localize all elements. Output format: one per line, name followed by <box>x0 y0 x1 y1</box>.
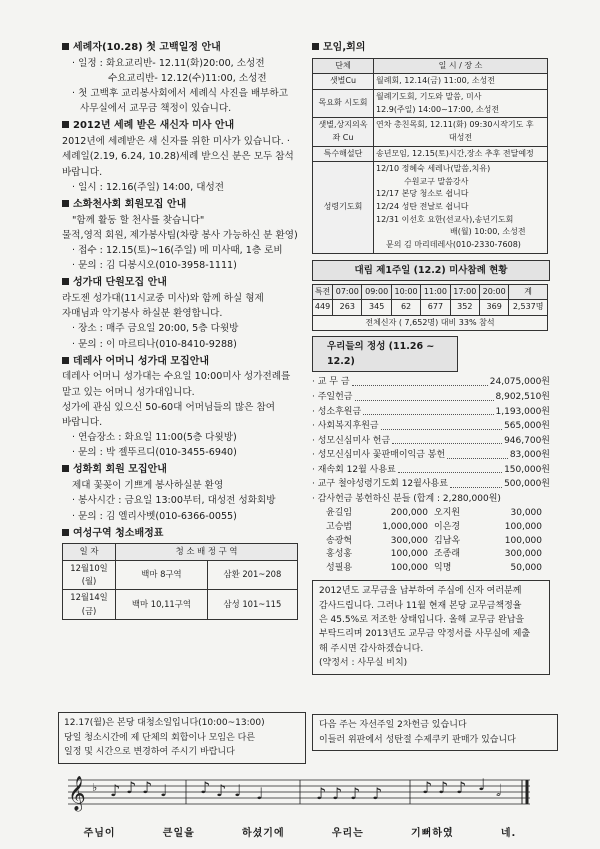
choir-children-title-text: 성가대 단원모집 안내 <box>73 277 167 289</box>
svg-text:♪: ♪ <box>422 778 433 797</box>
meeting-detail-line: 12.9(주일) 14:00~17:00, 소성전 <box>376 104 500 114</box>
meetings-title-text: 모임,회의 <box>323 42 366 53</box>
donor-name: 익명 <box>434 563 452 574</box>
meeting-detail <box>374 146 548 162</box>
cleaning-cell: 12월14일(금) <box>63 590 116 620</box>
lyric-word: 우리는 <box>331 828 364 839</box>
donor-name: 송광혁 <box>326 535 353 546</box>
baptism-title-text: 세례자(10.28) 첫 고백일정 안내 <box>73 42 221 53</box>
cleaning-notice-line-2: 당일 청소시간에 제 단체의 회합이나 모임은 다른 <box>64 732 256 743</box>
meetings-header-when: 일 시 / 장 소 <box>374 58 548 74</box>
cleaning-cell: 12월10일(월) <box>63 560 116 590</box>
cleaning-notice-line-1: 12.17(월)은 본당 대청소일입니다(10:00~13:00) <box>64 718 265 728</box>
dot-leader <box>447 448 508 459</box>
donor-amount: 1,000,000 <box>382 521 428 532</box>
meeting-detail-line: 문의 김 마리데레사(010-2330-7608) <box>386 239 521 249</box>
donor-name: 홍성홍 <box>326 549 353 560</box>
offering-label: · 재속회 12월 사용료 <box>312 464 396 475</box>
donor-amount: 100,000 <box>390 563 428 574</box>
meetings-table <box>312 58 548 254</box>
lyric-word: 네. <box>500 828 517 839</box>
choir-mothers-practice: · 연습장소 : 화요일 11:00(5층 다윗방) <box>72 432 237 444</box>
offering-label: · 교 무 금 <box>312 377 350 388</box>
treble-clef-icon: 𝄞 <box>68 776 86 811</box>
attendance-value: 345 <box>362 300 391 316</box>
svg-text:♪: ♪ <box>126 778 137 797</box>
table-row <box>63 560 298 590</box>
new-mass-line-3: 바랍니다. <box>62 166 103 178</box>
choir-mothers-line-3: 성가에 관심 있으신 50-60대 어머님들의 많은 참여 <box>62 401 275 413</box>
lyric-word: 큰일을 <box>162 828 195 839</box>
svg-text:♩: ♩ <box>234 781 242 800</box>
donor-name: 김남옥 <box>434 535 461 546</box>
meetings-title <box>312 40 550 56</box>
offering-label: · 성모신심미사 꽃판매이익금 봉헌 <box>312 450 446 461</box>
attendance-value: 449 <box>313 300 333 316</box>
dues-notice-line: 감사드립니다. 그러나 11월 현재 본당 교무금책정율 <box>319 600 522 611</box>
table-row <box>313 74 548 90</box>
cleaning-header-date: 일 자 <box>63 544 116 560</box>
bullet-square-icon <box>62 278 69 285</box>
notes <box>110 775 501 803</box>
meeting-detail-line: 연차 총친목회, 12.11(화) 09:30시작기도 후 <box>376 120 534 130</box>
meeting-group: 목요화 시도회 <box>313 90 374 118</box>
meeting-detail <box>374 162 548 253</box>
meeting-detail-line: 송년모임, 12.15(토)시간,장소 추후 전달예정 <box>376 148 534 158</box>
flat-icon: ♭ <box>92 781 98 794</box>
flower-title-text: 성화회 회원 모집안내 <box>73 464 167 476</box>
donor-amount: 100,000 <box>390 549 428 560</box>
offering-list <box>312 375 550 506</box>
attendance-title: 대림 제1주일 (12.2) 미사참례 현황 <box>312 260 550 281</box>
dues-notice-line: (약정서 : 사무실 비치) <box>319 658 408 669</box>
flower-contact: · 문의 : 김 엘리사벳(010-6366-0055) <box>72 510 237 522</box>
svg-text:♪: ♪ <box>372 784 383 803</box>
attendance-header: 특전 <box>313 284 333 300</box>
dot-leader <box>363 405 493 416</box>
offering-label: · 성모신심미사 헌금 <box>312 435 391 446</box>
attendance-header: 계 <box>509 284 548 300</box>
attendance-header: 11:00 <box>421 284 450 300</box>
dues-notice-line: 2012년도 교무금을 납부하여 주심에 신자 여러분께 <box>319 586 522 597</box>
vincent-line-1: "함께 활동 할 천사를 찾습니다" <box>72 214 205 226</box>
table-row <box>313 315 548 331</box>
offering-amount: 83,000원 <box>509 450 550 461</box>
flower-line-1: 제대 꽃꽂이 기쁘게 봉사하실분 환영 <box>72 480 224 492</box>
table-row <box>313 118 548 146</box>
new-mass-line-2: 세례일(2.19, 6.24, 10.28)세례 받으신 분은 모두 참석 <box>62 151 294 163</box>
meeting-detail-line: 배(월) 10:00, 소성전 <box>450 227 526 237</box>
vincent-reception: · 접수 : 12.15(토)~16(주일) 메 미사때, 1층 로비 <box>72 244 283 256</box>
vincent-title <box>62 197 302 213</box>
attendance-value: 352 <box>450 300 479 316</box>
donor-name: 윤길임 <box>326 507 353 518</box>
offering-label: · 사회복지후원금 <box>312 421 379 432</box>
cleaning-title <box>62 526 302 542</box>
dot-leader <box>355 390 494 401</box>
vincent-line-2: 물적,영적 회원, 제가봉사팀(차량 봉사 가능하신 분 환영) <box>62 229 298 241</box>
table-row <box>313 146 548 162</box>
baptism-note-2: 사무실에서 교무금 책정이 있습니다. <box>80 103 232 115</box>
flower-title <box>62 462 302 478</box>
offering-title: 우리들의 정성 (11.26 ~ 12.2) <box>312 336 458 372</box>
cleaning-cell: 백마 10,11구역 <box>116 590 208 620</box>
attendance-header: 20:00 <box>479 284 508 300</box>
vincent-contact: · 문의 : 김 디봉시오(010-3958-1111) <box>72 260 237 272</box>
lyric-word: 하셨기에 <box>241 828 285 839</box>
cleaning-title-text: 여성구역 청소배정표 <box>73 527 164 539</box>
attendance-header: 09:00 <box>362 284 391 300</box>
charity-notice-line: 이들러 위판에서 성탄절 수제쿠키 판매가 있습니다 <box>319 734 516 745</box>
cleaning-cell: 삼환 201~208 <box>207 560 297 590</box>
offering-label: · 주일헌금 <box>312 392 353 402</box>
baptism-schedule-2: 수요교리반- 12.12(수)11:00, 소성전 <box>108 72 267 84</box>
donor-amount: 300,000 <box>390 535 428 546</box>
svg-text:♪: ♪ <box>350 784 361 803</box>
meeting-detail <box>374 74 548 90</box>
meeting-detail <box>374 118 548 146</box>
offering-amount: 24,075,000원 <box>489 377 550 388</box>
donor-name: 조종래 <box>434 549 461 560</box>
choir-children-contact: · 문의 : 이 마르티나(010-8410-9288) <box>72 338 237 350</box>
donor-amount: 100,000 <box>504 535 542 546</box>
attendance-note: 전체신자 ( 7,652명) 대비 33% 참석 <box>313 315 548 331</box>
offering-amount: 500,000원 <box>504 479 550 490</box>
bullet-square-icon <box>62 529 69 536</box>
list-item <box>312 419 550 434</box>
offering-label: · 성소후원금 <box>312 406 362 417</box>
dot-leader <box>398 463 502 474</box>
attendance-header: 07:00 <box>333 284 362 300</box>
bullet-square-icon <box>62 465 69 472</box>
bullet-square-icon <box>312 43 319 50</box>
new-mass-title <box>62 118 302 134</box>
choir-mothers-line-2: 맡고 있는 어머니 성가대입니다. <box>62 386 195 398</box>
list-item <box>312 390 550 405</box>
new-mass-date: · 일시 : 12.16(주일) 14:00, 대성전 <box>72 181 225 193</box>
dues-notice <box>312 580 550 674</box>
choir-children-line-1: 라도젠 성가대(11시교중 미사)와 함께 하실 형제 <box>62 293 264 305</box>
dot-leader <box>450 477 502 488</box>
flower-time: · 봉사시간 : 금요일 13:00부터, 대성전 성화회방 <box>72 495 276 507</box>
svg-text:♪: ♪ <box>456 778 467 797</box>
donor-name: 고승범 <box>326 521 353 532</box>
meetings-header-group: 단체 <box>313 58 374 74</box>
cleaning-notice-line-3: 일정 및 시간으로 변경하여 주시기 바랍니다 <box>64 747 235 758</box>
meeting-detail-line: 12/17 본당 청소로 쉽니다 <box>376 189 469 199</box>
cleaning-day-notice <box>58 712 306 764</box>
attendance-header-row <box>313 284 548 300</box>
offering-amount: 1,193,000원 <box>495 406 550 417</box>
list-item <box>312 434 550 449</box>
meeting-detail-line: 월례기도회, 기도와 말씀, 미사 <box>376 92 482 102</box>
cleaning-table <box>62 543 298 619</box>
donor-name: 오지원 <box>434 507 461 518</box>
donor-amount: 100,000 <box>504 521 542 532</box>
meeting-detail <box>374 90 548 118</box>
offering-amount: 150,000원 <box>504 464 550 475</box>
meeting-detail-line: 월례회, 12.14(금) 11:00, 소성전 <box>376 76 496 86</box>
donor-amount: 300,000 <box>504 549 542 560</box>
table-row <box>63 590 298 620</box>
donor-amount: 50,000 <box>510 563 542 574</box>
new-mass-title-text: 2012년 세례 받은 새신자 미사 안내 <box>73 120 235 132</box>
baptism-note-1: · 첫 고백후 교리봉사회에서 세례식 사진을 배부하고 <box>72 88 288 100</box>
attendance-header: 10:00 <box>391 284 420 300</box>
bullet-square-icon <box>62 121 69 128</box>
offering-label: · 교구 철야성령기도회 12월사용료 <box>312 479 448 490</box>
list-item <box>312 463 550 478</box>
svg-text:♪: ♪ <box>110 781 121 800</box>
baptism-schedule-1: · 일정 : 화요교리반- 12.11(화)20:00, 소성전 <box>72 57 265 69</box>
attendance-header: 17:00 <box>450 284 479 300</box>
dot-leader <box>352 375 488 386</box>
dot-leader <box>392 434 502 445</box>
dues-notice-line: 해 주시면 감사하겠습니다. <box>319 643 424 654</box>
choir-mothers-contact: · 문의 : 박 젤뚜르디(010-3455-6940) <box>72 447 237 459</box>
svg-text:♪: ♪ <box>316 784 327 803</box>
bullet-square-icon <box>62 43 69 50</box>
attendance-value: 263 <box>333 300 362 316</box>
left-column <box>62 38 302 620</box>
meetings-header-row <box>313 58 548 74</box>
thanks-title <box>312 492 550 507</box>
charity-notice <box>312 714 558 751</box>
list-item <box>312 477 550 492</box>
svg-text:♪: ♪ <box>200 778 211 797</box>
choir-mothers-line-4: 바랍니다. <box>62 416 103 428</box>
attendance-value: 369 <box>479 300 508 316</box>
attendance-value: 677 <box>421 300 450 316</box>
donor-name: 이은경 <box>434 521 461 532</box>
offering-amount: 946,700원 <box>504 435 550 446</box>
charity-notice-line: 다음 주는 자선주일 2차헌금 있습니다 <box>319 720 467 730</box>
cleaning-header-row <box>63 544 298 560</box>
choir-children-place: · 장소 : 매주 금요일 20:00, 5층 다윗방 <box>72 323 239 335</box>
bullet-square-icon <box>62 200 69 207</box>
meeting-group: 샛별Cu <box>313 74 374 90</box>
bullet-square-icon <box>62 357 69 364</box>
dues-notice-line: 부탁드리며 2013년도 교무금 약정서를 사무실에 제출 <box>319 629 531 640</box>
list-item <box>312 405 550 420</box>
donor-name: 성필용 <box>326 563 353 574</box>
svg-text:♪: ♪ <box>332 784 343 803</box>
meeting-detail-line: 대성전 <box>448 132 473 142</box>
donor-amount: 30,000 <box>510 507 542 518</box>
dues-notice-line: 은 45.5%로 저조한 상태입니다. 올해 교무금 완납을 <box>319 615 525 626</box>
table-row <box>313 90 548 118</box>
cleaning-header-area: 청 소 배 정 구 역 <box>116 544 298 560</box>
lyric-word: 기뻐하였 <box>411 828 454 839</box>
meeting-detail-line: 12/31 이선호 요한(선교사),송년기도회 <box>376 214 514 224</box>
offering-amount: 8,902,510원 <box>495 392 550 402</box>
table-row <box>313 300 548 316</box>
svg-text:♪: ♪ <box>142 778 153 797</box>
attendance-table <box>312 284 548 332</box>
svg-text:♩: ♩ <box>478 775 486 794</box>
dot-leader <box>381 419 502 430</box>
choir-children-line-2: 자매님과 악기봉사 하실분 환영합니다. <box>62 308 223 320</box>
meeting-detail-line: 12/24 성탄 전날로 쉽니다 <box>376 202 469 212</box>
thanks-title-text: · 감사헌금 봉헌하신 분들 (합계 : 2,280,000원) <box>312 494 501 505</box>
cleaning-cell: 백마 8구역 <box>116 560 208 590</box>
list-item <box>312 375 550 390</box>
list-item <box>312 448 550 463</box>
svg-text:♩: ♩ <box>160 781 168 800</box>
baptism-title <box>62 40 302 56</box>
meeting-group: 성령기도회 <box>313 162 374 253</box>
choir-children-title <box>62 275 302 291</box>
svg-text:𝅗𝅥: 𝅗𝅥 <box>496 781 502 800</box>
right-column <box>312 38 550 675</box>
donor-amount: 200,000 <box>390 507 428 518</box>
lyrics <box>60 824 540 839</box>
choir-mothers-title <box>62 354 302 370</box>
meeting-group: 특수해설단 <box>313 146 374 162</box>
donor-grid <box>312 507 550 577</box>
svg-text:♪: ♪ <box>438 778 449 797</box>
meeting-detail-line: 12/10 정혜숙 세레나(말씀,치유) <box>376 164 491 174</box>
svg-text:♪: ♪ <box>216 781 227 800</box>
meeting-detail-line: 수원교구 말씀강사 <box>404 176 469 186</box>
offering-amount: 565,000원 <box>504 421 550 432</box>
svg-text:♩: ♩ <box>256 784 264 803</box>
new-mass-line-1: 2012년에 세례받은 새 신자를 위한 미사가 있습니다. · <box>62 136 290 148</box>
attendance-value: 62 <box>391 300 420 316</box>
lyric-word: 주님이 <box>83 828 116 839</box>
attendance-value: 2,537명 <box>509 300 548 316</box>
choir-mothers-title-text: 데레사 어머니 성가대 모집안내 <box>73 355 210 367</box>
cleaning-cell: 삼성 101~115 <box>207 590 297 620</box>
vincent-title-text: 소화천사회 회원모집 안내 <box>73 198 187 210</box>
table-row <box>313 162 548 253</box>
meeting-group: 샛별,상지의옥좌 Cu <box>313 118 374 146</box>
choir-mothers-line-1: 데레사 어머니 성가대는 수요일 10:00미사 성가전례를 <box>62 371 291 383</box>
